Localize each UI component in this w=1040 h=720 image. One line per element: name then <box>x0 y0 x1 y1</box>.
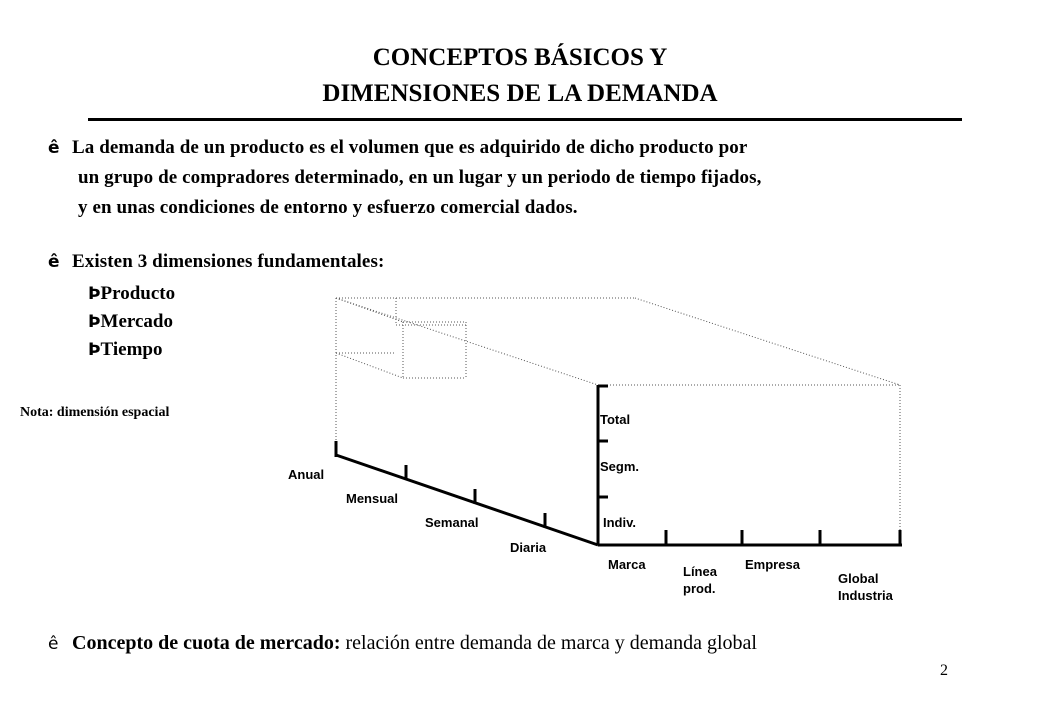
product-label-empresa: Empresa <box>745 557 800 572</box>
time-label-mensual: Mensual <box>346 491 399 506</box>
product-label-linea: Línea prod. <box>683 564 717 596</box>
market-label-segm: Segm. <box>600 459 640 474</box>
dimension-item-tiempo: ÞTiempo <box>88 339 163 360</box>
bullet-icon: ê <box>48 634 59 654</box>
product-label-global: Global Industria <box>838 571 893 603</box>
sub-bullet-icon: Þ <box>88 312 101 332</box>
cuota-label: Concepto de cuota de mercado: <box>72 632 341 654</box>
cuota-mercado-bullet <box>48 628 757 659</box>
cuota-text: relación entre demanda de marca y demanda global <box>340 632 757 654</box>
page-title-line-1: CONCEPTOS BÁSICOS Y <box>372 44 668 71</box>
dimension-item-mercado: ÞMercado <box>88 311 174 332</box>
definition-line-2: un grupo de compradores determinado, en un lugar y un periodo de tiempo fijados, <box>78 167 762 188</box>
dimension-item-producto: ÞProducto <box>88 283 176 304</box>
dimensions-heading-text: Existen 3 dimensiones fundamentales: <box>72 251 385 272</box>
definition-line-3: y en unas condiciones de entorno y esfuerzo comercial dados. <box>78 197 578 218</box>
sub-bullet-icon: Þ <box>88 284 101 304</box>
bullet-icon: ê <box>48 252 60 272</box>
time-label-anual: Anual <box>288 467 325 482</box>
page-number: 2 <box>940 662 948 679</box>
definition-line-1: La demanda de un producto es el volumen que es adquirido de dicho producto por <box>72 137 748 158</box>
time-label-diaria: Diaria <box>510 540 547 555</box>
market-label-total: Total <box>600 412 631 427</box>
note-spatial-dimension: Nota: dimensión espacial <box>20 405 170 420</box>
market-label-indiv: Indiv. <box>603 515 636 530</box>
sub-bullet-icon: Þ <box>88 340 101 360</box>
bullet-icon: ê <box>48 138 60 158</box>
page-title-line-2: DIMENSIONES DE LA DEMANDA <box>322 80 718 107</box>
time-label-semanal: Semanal <box>425 515 479 530</box>
product-label-marca: Marca <box>608 557 646 572</box>
